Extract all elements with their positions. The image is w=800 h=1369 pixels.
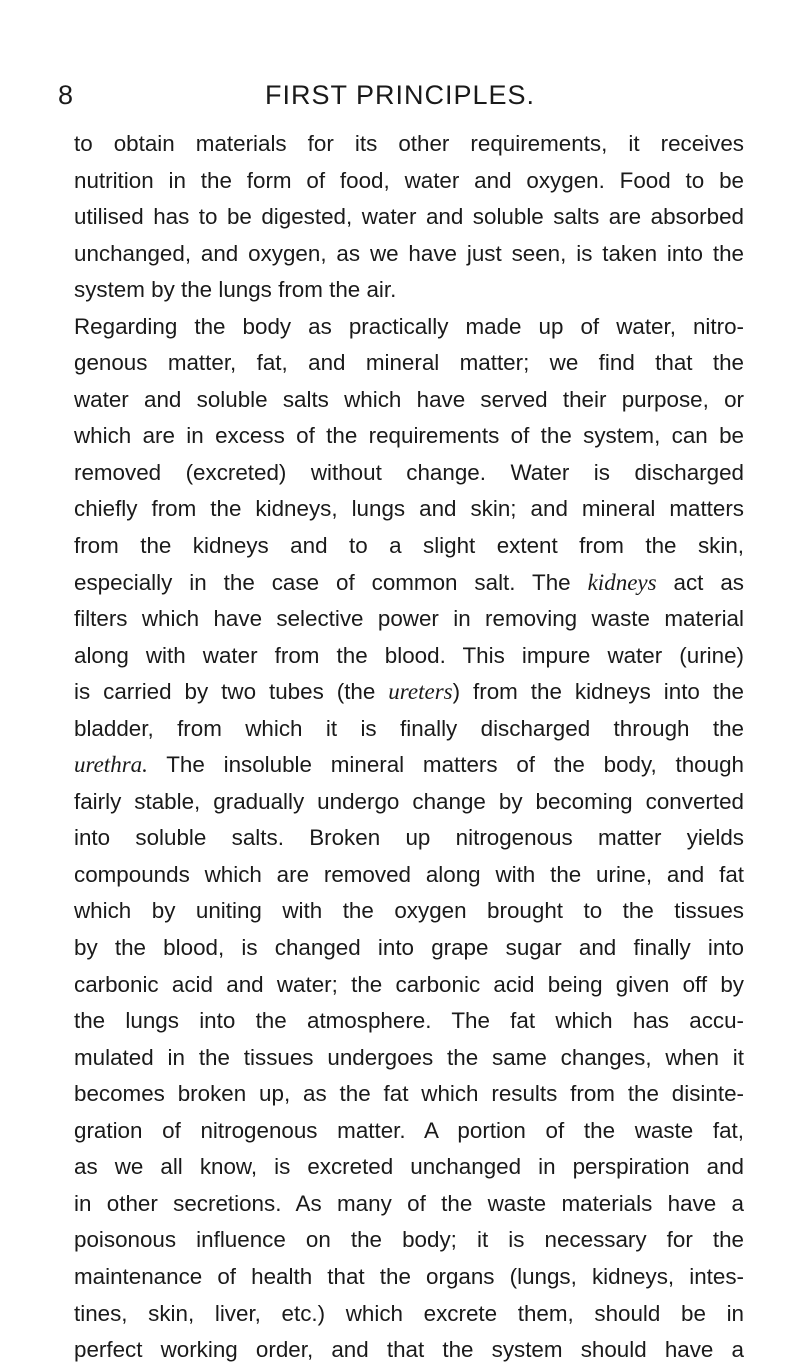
- text-segment: in other secretions. As many of the waste materials have a: [74, 1190, 744, 1216]
- text-line: [74, 163, 744, 200]
- text-line: [74, 1186, 744, 1223]
- text-line: [74, 601, 744, 638]
- text-segment: becomes broken up, as the fat which results from the disinte-: [74, 1081, 744, 1107]
- text-segment: removed (excreted) without change. Water is discharged: [74, 459, 744, 485]
- text-line: [74, 857, 744, 894]
- text-line: [74, 638, 744, 675]
- text-line: [74, 711, 744, 748]
- text-line: [74, 382, 744, 419]
- text-line: [74, 528, 744, 565]
- text-segment: tines, skin, liver, etc.) which excrete them, should be in: [74, 1300, 744, 1326]
- text-line: [74, 345, 744, 382]
- text-line: [74, 930, 744, 967]
- text-line: [74, 820, 744, 857]
- text-line: [74, 565, 744, 602]
- text-segment: water and soluble salts which have served their purpose, or: [74, 386, 744, 412]
- text-segment: The insoluble mineral matters of the body, though: [147, 752, 744, 778]
- text-segment: filters which have selective power in removing waste material: [74, 606, 744, 632]
- text-segment: into soluble salts. Broken up nitrogenous matter yields: [74, 825, 744, 851]
- text-line: [74, 236, 744, 273]
- text-segment: by the blood, is changed into grape sugar and finally into: [74, 935, 744, 961]
- text-line: [74, 1149, 744, 1186]
- text-segment: utilised has to be digested, water and soluble salts are absorbed: [74, 204, 744, 230]
- text-line: [74, 1259, 744, 1296]
- text-segment: chiefly from the kidneys, lungs and skin; and mineral matters: [74, 496, 744, 522]
- text-segment: act as: [656, 569, 744, 595]
- text-line: [74, 455, 744, 492]
- text-segment: system by the lungs from the air.: [74, 277, 397, 303]
- text-line: [74, 1113, 744, 1150]
- text-line: [74, 309, 744, 346]
- text-segment: bladder, from which it is finally discharged through the: [74, 715, 744, 741]
- text-segment: from the kidneys and to a slight extent from the skin,: [74, 533, 744, 559]
- text-line: [74, 126, 744, 163]
- text-segment: along with water from the blood. This impure water (urine): [74, 642, 744, 668]
- text-segment: carbonic acid and water; the carbonic acid being given off by: [74, 971, 744, 997]
- text-segment: unchanged, and oxygen, as we have just seen, is taken into the: [74, 240, 744, 266]
- text-segment: to obtain materials for its other requirements, it receives: [74, 131, 744, 156]
- text-segment: ) from the kidneys into the: [452, 679, 744, 705]
- text-line: [74, 418, 744, 455]
- text-line: [74, 747, 744, 784]
- text-segment: which by uniting with the oxygen brought to the tissues: [74, 898, 744, 924]
- text-line: [74, 1003, 744, 1040]
- italic-term: ureters: [388, 679, 453, 705]
- text-line: [74, 967, 744, 1004]
- text-segment: which are in excess of the requirements of the system, can be: [74, 423, 744, 449]
- text-segment: genous matter, fat, and mineral matter; we find that the: [74, 350, 744, 376]
- text-line: [74, 893, 744, 930]
- text-segment: compounds which are removed along with the urine, and fat: [74, 861, 744, 887]
- body-text: [74, 126, 744, 1369]
- text-segment: maintenance of health that the organs (lungs, kidneys, intes-: [74, 1263, 744, 1289]
- text-line: [74, 1222, 744, 1259]
- text-segment: as we all know, is excreted unchanged in perspiration and: [74, 1154, 744, 1180]
- text-line: [74, 491, 744, 528]
- text-segment: the lungs into the atmosphere. The fat which has accu-: [74, 1008, 744, 1034]
- page-number: 8: [58, 80, 74, 110]
- text-segment: especially in the case of common salt. The: [74, 569, 588, 595]
- text-line: [74, 272, 744, 309]
- text-line: [74, 784, 744, 821]
- text-segment: Regarding the body as practically made up of water, nitro-: [74, 313, 744, 339]
- text-segment: nutrition in the form of food, water and oxygen. Food to be: [74, 167, 744, 193]
- text-line: [74, 1332, 744, 1369]
- italic-term: kidneys: [587, 569, 657, 595]
- italic-term: urethra.: [74, 752, 148, 778]
- text-line: [74, 1076, 744, 1113]
- text-line: [74, 674, 744, 711]
- text-segment: mulated in the tissues undergoes the same changes, when it: [74, 1044, 744, 1070]
- text-line: [74, 1296, 744, 1333]
- text-segment: is carried by two tubes (the: [74, 679, 389, 705]
- text-segment: poisonous influence on the body; it is necessary for the: [74, 1227, 744, 1253]
- text-segment: fairly stable, gradually undergo change by becoming converted: [74, 788, 744, 814]
- text-segment: gration of nitrogenous matter. A portion of the waste fat,: [74, 1117, 744, 1143]
- page-header: [58, 80, 742, 120]
- text-line: [74, 199, 744, 236]
- running-head: FIRST PRINCIPLES.: [264, 80, 536, 110]
- text-line: [74, 1040, 744, 1077]
- text-segment: perfect working order, and that the system should have a: [74, 1337, 744, 1363]
